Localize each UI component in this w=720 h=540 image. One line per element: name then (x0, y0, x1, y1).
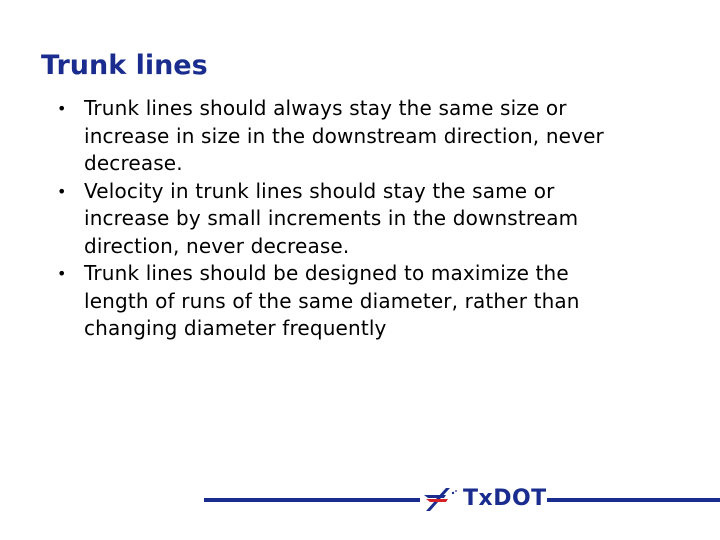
txdot-star-icon (422, 486, 458, 512)
slide-title: Trunk lines (41, 50, 208, 81)
bullet-icon: • (57, 99, 67, 118)
bullet-text-line: direction, never decrease. (84, 233, 350, 258)
txdot-logo-text: TxDOT (463, 486, 547, 511)
footer-divider-right (547, 498, 720, 502)
bullet-text-line: Trunk lines should be designed to maximize the (84, 261, 569, 285)
bullet-text-line: decrease. (84, 151, 183, 175)
bullet-icon: • (57, 181, 67, 201)
bullet-icon: • (57, 264, 67, 283)
bullet-item (55, 260, 675, 343)
bullet-text-line: Velocity in trunk lines should stay the same or (84, 178, 555, 203)
bullet-item (55, 178, 675, 261)
bullet-text-line: increase in size in the downstream direction, never (84, 123, 604, 148)
bullet-list (55, 95, 675, 343)
bullet-text-line: length of runs of the same diameter, rather than (84, 288, 580, 313)
bullet-item (55, 95, 675, 178)
bullet-text-line: Trunk lines should always stay the same size or (84, 96, 567, 120)
footer-logo-bar (0, 480, 720, 520)
footer-divider-left (204, 498, 420, 502)
bullet-text-line: increase by small increments in the downstream (84, 206, 579, 230)
bullet-text-line: changing diameter frequently (84, 316, 387, 340)
